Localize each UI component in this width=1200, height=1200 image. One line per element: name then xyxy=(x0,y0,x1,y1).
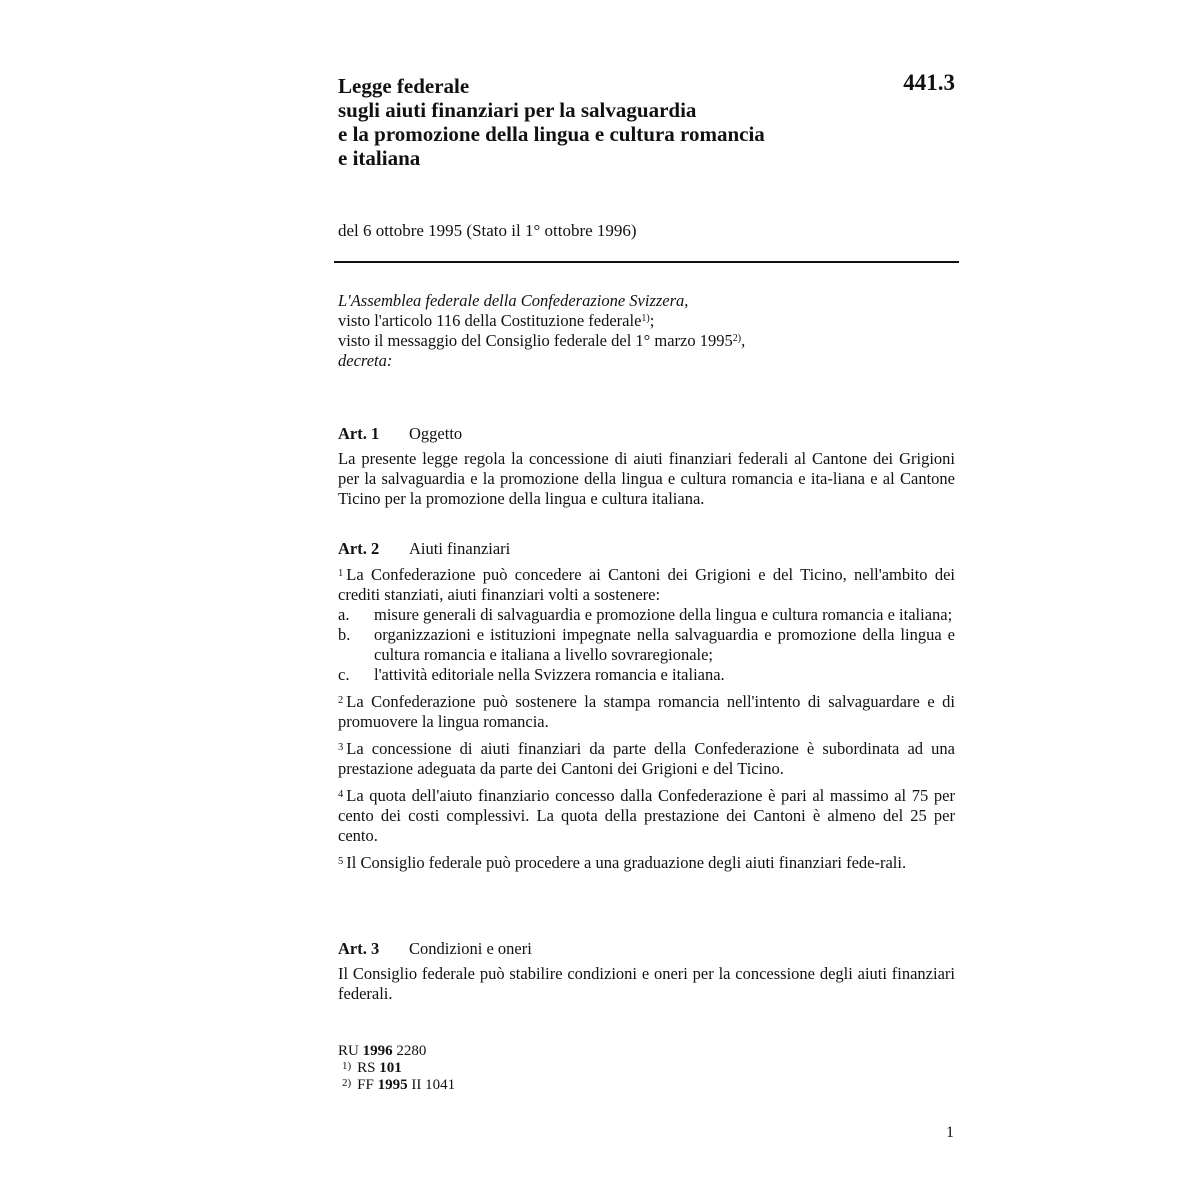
footnote-prefix: RS xyxy=(357,1060,376,1076)
date-line: del 6 ottobre 1995 (Stato il 1° ottobre 1996) xyxy=(338,221,637,240)
paragraph-body: La Confederazione può concedere ai Cantoni dei Grigioni e del Ticino, nell'ambito dei crediti stanziati, aiuti finanziari volti a sostenere: xyxy=(338,565,955,604)
paragraph-body: La concessione di aiuti finanziari da parte della Confederazione è subordinata ad una prestazione adeguata da parte dei Cantoni dei Grigioni e del Ticino. xyxy=(338,739,955,778)
paragraph-number: 2 xyxy=(338,695,344,706)
paragraph-body: Il Consiglio federale può procedere a una graduazione degli aiuti finanziari fede-rali. xyxy=(346,853,907,872)
footnote-2 xyxy=(338,1077,455,1094)
paragraph-number: 3 xyxy=(338,742,344,753)
footer-references xyxy=(338,1043,455,1094)
paragraph-number: 5 xyxy=(338,856,344,867)
paragraph-text xyxy=(338,564,955,605)
footnote-1 xyxy=(338,1060,455,1077)
article-number: Art. 1 xyxy=(338,424,380,443)
ru-reference xyxy=(338,1043,455,1060)
list-letter: b. xyxy=(338,625,351,644)
list-letter: c. xyxy=(338,665,350,684)
article-title: Aiuti finanziari xyxy=(409,539,511,558)
footnote-mark: 1) xyxy=(342,1060,352,1072)
list-item-text: organizzazioni e istituzioni impegnate nella salvaguardia e promozione della lingua e cultura romancia e italiana a livello sovraregionale; xyxy=(374,625,955,664)
preamble-visto-constitution xyxy=(338,311,958,331)
footnote-mark: 2) xyxy=(342,1077,352,1089)
paragraph-4 xyxy=(338,785,955,846)
law-title xyxy=(338,74,858,170)
footnote-prefix: FF xyxy=(357,1077,374,1093)
ru-year: 1996 xyxy=(362,1043,393,1059)
paragraph-1 xyxy=(338,564,955,685)
preamble-visto-message xyxy=(338,331,958,351)
footnote-reference[interactable]: 1) xyxy=(641,313,650,324)
article-2 xyxy=(338,539,955,879)
article-1 xyxy=(338,424,955,509)
title-line: e italiana xyxy=(338,146,421,170)
sr-number: 441.3 xyxy=(903,70,955,95)
footnote-number: 1995 xyxy=(377,1077,408,1093)
page-number: 1 xyxy=(946,1124,954,1141)
list-item xyxy=(338,625,955,665)
punctuation: ; xyxy=(649,311,655,330)
article-heading xyxy=(338,424,955,444)
article-text: Il Consiglio federale può stabilire condizioni e oneri per la concessione degli aiuti finanziari federali. xyxy=(338,964,955,1003)
title-line: Legge federale xyxy=(338,74,470,98)
article-number: Art. 2 xyxy=(338,539,380,558)
footnote-reference[interactable]: 2) xyxy=(732,333,742,344)
title-line: e la promozione della lingua e cultura romancia xyxy=(338,122,765,146)
paragraph-body: La quota dell'aiuto finanziario concesso dalla Confederazione è pari al massimo al 75 per cento dei costi complessivi. La quota della prestazione dei Cantoni è almeno del 25 per cento. xyxy=(338,786,955,845)
footnote-number: 101 xyxy=(379,1060,402,1076)
title-line: sugli aiuti finanziari per la salvaguardia xyxy=(338,98,697,122)
article-heading xyxy=(338,939,955,959)
preamble-assembly: L'Assemblea federale della Confederazione Svizzera, xyxy=(338,291,689,310)
article-title: Oggetto xyxy=(409,424,463,443)
ru-prefix: RU xyxy=(338,1043,359,1059)
list-letter: a. xyxy=(338,605,350,624)
paragraph-number: 4 xyxy=(338,789,344,800)
paragraph-5 xyxy=(338,852,955,873)
list-item xyxy=(338,605,955,625)
article-title: Condizioni e oneri xyxy=(409,939,532,958)
footnote-rest: II 1041 xyxy=(411,1077,456,1093)
ru-page: 2280 xyxy=(396,1043,427,1059)
list-item xyxy=(338,665,955,685)
punctuation: , xyxy=(741,331,746,350)
horizontal-rule xyxy=(334,261,959,263)
preamble-visto-text: visto il messaggio del Consiglio federale del 1° marzo 1995 xyxy=(338,331,733,350)
paragraph-number: 1 xyxy=(338,568,344,579)
article-number: Art. 3 xyxy=(338,939,380,958)
preamble xyxy=(338,291,958,371)
preamble-visto-text: visto l'articolo 116 della Costituzione federale xyxy=(338,311,642,330)
paragraph-body: La Confederazione può sostenere la stampa romancia nell'intento di salvaguardare e di promuovere la lingua romancia. xyxy=(338,692,955,731)
article-3 xyxy=(338,939,955,1004)
preamble-decreta: decreta: xyxy=(338,351,393,370)
article-text: La presente legge regola la concessione di aiuti finanziari federali al Cantone dei Grigioni per la salvaguardia e la promozione della lingua e cultura romancia e ita-liana e al Cantone Ticino per la promozione della lingua e cultura italiana. xyxy=(338,449,955,508)
paragraph-2 xyxy=(338,691,955,732)
paragraph-3 xyxy=(338,738,955,779)
article-heading xyxy=(338,539,955,559)
list-item-text: misure generali di salvaguardia e promozione della lingua e cultura romancia e italiana; xyxy=(374,605,953,624)
list-item-text: l'attività editoriale nella Svizzera romancia e italiana. xyxy=(374,665,725,684)
